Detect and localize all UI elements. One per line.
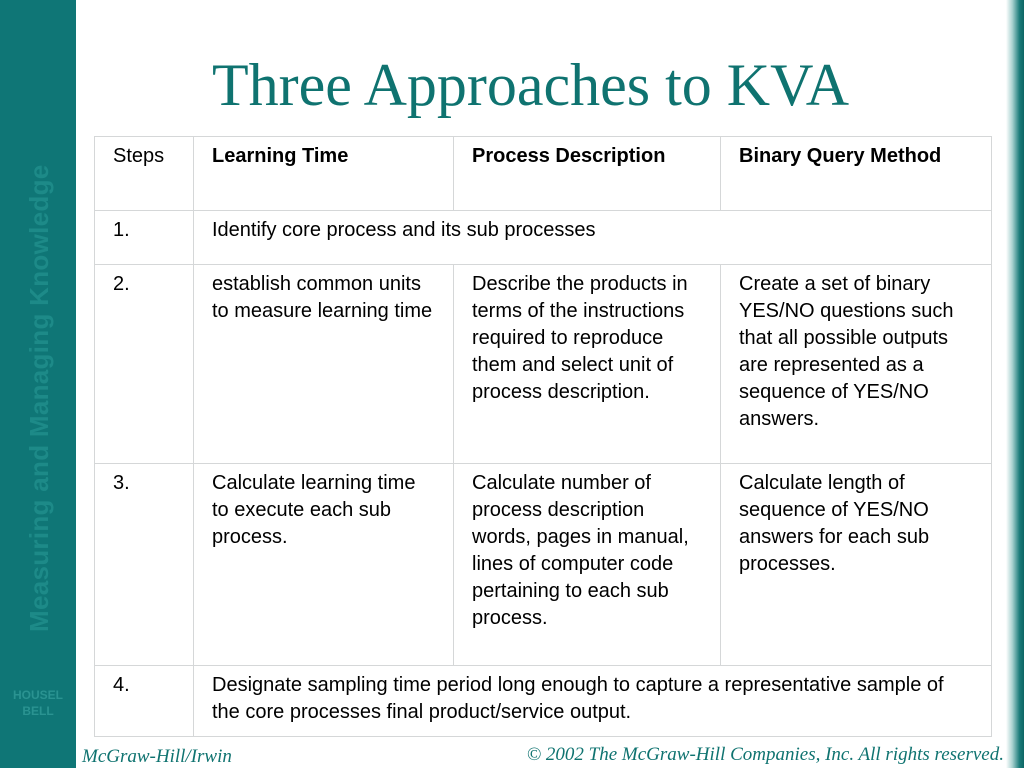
merged-step-cell: Designate sampling time period long enough to capture a representative sample of the core processes final product/service output.	[194, 666, 992, 737]
table-row	[95, 211, 992, 265]
step-number: 4.	[95, 666, 194, 737]
process-description-cell: Calculate number of process description words, pages in manual, lines of computer code pertaining to each sub process.	[454, 464, 721, 666]
binary-query-cell: Calculate length of sequence of YES/NO answers for each sub processes.	[721, 464, 992, 666]
table-row	[95, 666, 992, 737]
footer-copyright: © 2002 The McGraw-Hill Companies, Inc. All rights reserved.	[526, 744, 1004, 765]
header-learning-time: Learning Time	[194, 137, 454, 211]
author-line-2: BELL	[22, 704, 54, 718]
author-label	[0, 687, 76, 719]
left-sidebar-band	[0, 0, 76, 768]
kva-approaches-table	[94, 136, 992, 737]
table-row	[95, 265, 992, 464]
header-steps: Steps	[95, 137, 194, 211]
learning-time-cell: establish common units to measure learning time	[194, 265, 454, 464]
step-number: 1.	[95, 211, 194, 265]
slide-title: Three Approaches to KVA	[212, 52, 850, 118]
header-binary-query-method: Binary Query Method	[721, 137, 992, 211]
table-header-row	[95, 137, 992, 211]
process-description-cell: Describe the products in terms of the instructions required to reproduce them and select unit of process description.	[454, 265, 721, 464]
footer-publisher: McGraw-Hill/Irwin	[82, 746, 232, 767]
step-number: 2.	[95, 265, 194, 464]
header-process-description: Process Description	[454, 137, 721, 211]
binary-query-cell: Create a set of binary YES/NO questions such that all possible outputs are represented as a sequence of YES/NO answers.	[721, 265, 992, 464]
table-row	[95, 464, 992, 666]
author-line-1: HOUSEL	[12, 688, 63, 702]
sidebar-vertical-text: Measuring and Managing Knowledge	[24, 164, 54, 632]
right-edge-gradient	[1006, 0, 1024, 768]
step-number: 3.	[95, 464, 194, 666]
merged-step-cell: Identify core process and its sub processes	[194, 211, 992, 265]
learning-time-cell: Calculate learning time to execute each sub process.	[194, 464, 454, 666]
